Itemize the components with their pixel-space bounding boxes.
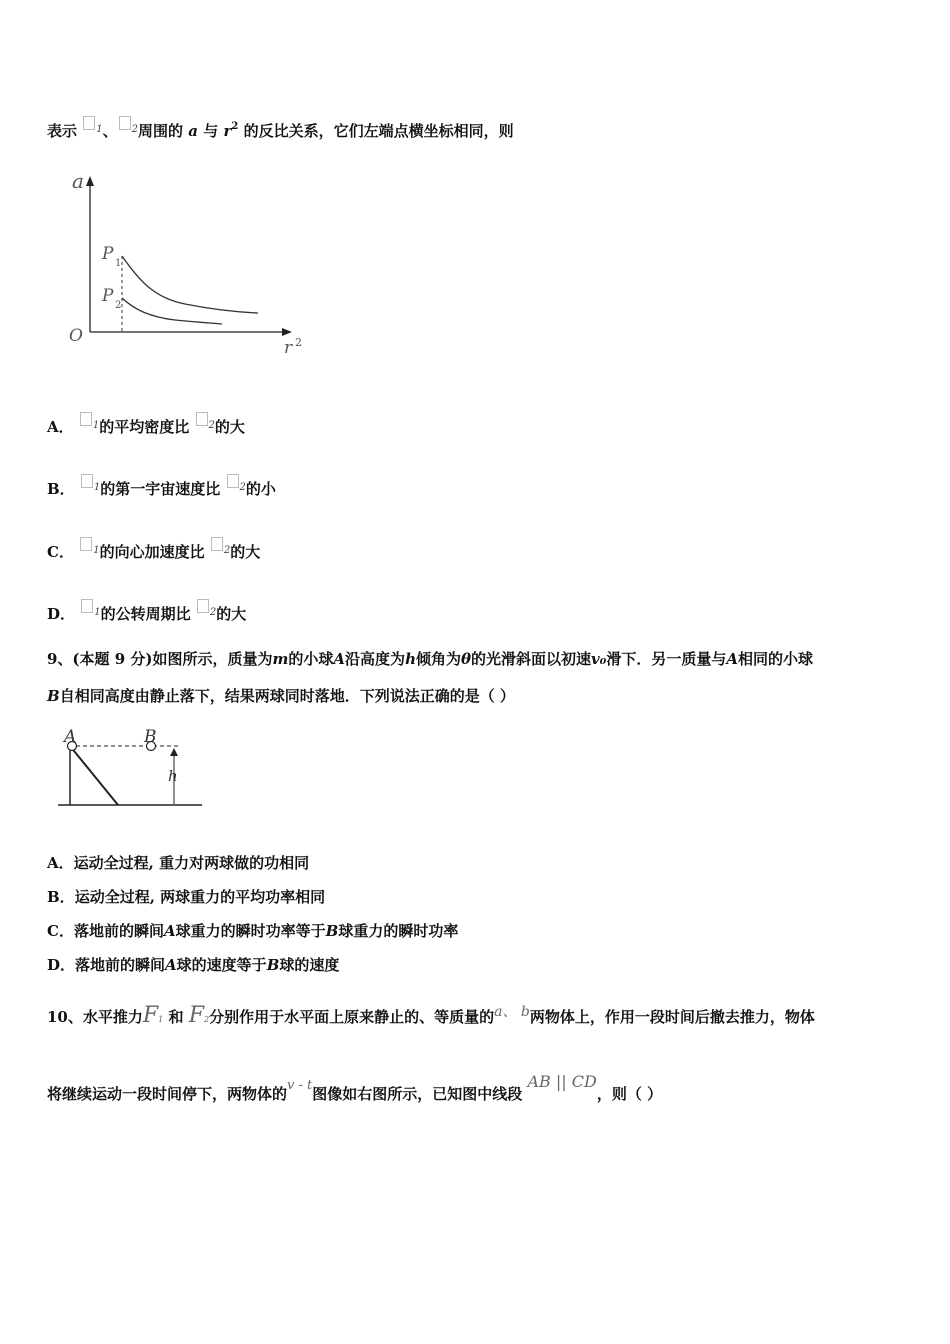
x-axis-label-sup: 2 <box>295 336 302 349</box>
q9-option-b[interactable] <box>47 887 325 907</box>
missing-image-icon <box>197 599 209 613</box>
intro-text-2: 周围的 <box>138 122 184 140</box>
var-F2: F <box>188 1003 204 1028</box>
intro-line <box>47 116 514 141</box>
q9-text: 沿高度为 <box>345 650 406 668</box>
q9-line-2 <box>47 686 515 706</box>
height-arrow-head <box>170 748 178 756</box>
missing-image-icon <box>211 537 223 551</box>
var-r: r <box>223 122 232 140</box>
var-B: B <box>325 922 339 940</box>
intro-sep: 、 <box>102 122 118 140</box>
option-text-2: 的大 <box>214 418 245 436</box>
missing-image-icon <box>80 537 92 551</box>
q9-text: 9、(本题 9 分)如图所示，质量为 <box>47 650 273 668</box>
q10-text: 两物体上，作用一段时间后撤去推力，物体 <box>529 1008 815 1026</box>
option-letter: C． <box>47 543 74 561</box>
option-text: 球重力的瞬时功率等于 <box>175 922 326 940</box>
intro-text-3: 与 <box>203 122 219 140</box>
y-axis-label: a <box>72 170 84 193</box>
var-A: A <box>163 922 176 940</box>
q8-option-d[interactable] <box>47 599 246 624</box>
option-letter: B． <box>47 888 75 906</box>
option-text: 运动全过程, 两球重力的平均功率相同 <box>74 888 326 906</box>
q9-text: 相同的小球 <box>737 650 813 668</box>
x-axis-label: r <box>284 338 293 358</box>
slope-incline <box>70 746 118 805</box>
curve-p2 <box>122 298 222 324</box>
q9-text: 滑下．另一质量与 <box>606 650 727 668</box>
option-text: 落地前的瞬间 <box>73 922 164 940</box>
graph-a-vs-r2 <box>60 170 310 360</box>
label-a: A <box>64 727 77 747</box>
q9-text: 的小球 <box>288 650 334 668</box>
var-v0: v₀ <box>591 650 607 668</box>
q9-option-d[interactable] <box>47 955 339 975</box>
q9-text: 倾角为 <box>415 650 461 668</box>
missing-image-icon <box>227 474 239 488</box>
q10-text: 和 <box>168 1008 184 1026</box>
var-F1-sub: 1 <box>158 1015 164 1024</box>
q9-figure <box>58 726 208 812</box>
q10-line-1 <box>47 1002 815 1030</box>
curve-p1 <box>122 256 258 313</box>
option-letter: D． <box>47 605 76 623</box>
option-text: 运动全过程, 重力对两球做的功相同 <box>73 854 310 872</box>
q8-option-a[interactable] <box>47 412 245 437</box>
p2-label: P <box>102 286 114 306</box>
option-sub-1: 1 <box>93 545 100 556</box>
q10-text: 分别作用于水平面上原来静止的、等质量的 <box>209 1008 495 1026</box>
origin-label: O <box>69 326 83 346</box>
var-A: A <box>165 956 177 974</box>
y-axis-arrow <box>86 176 94 186</box>
option-text: 球的速度 <box>279 956 340 974</box>
option-sub-1: 1 <box>94 607 101 618</box>
option-text-1: 的平均密度比 <box>99 418 190 436</box>
missing-image-icon <box>196 412 208 426</box>
option-letter: A． <box>47 418 74 436</box>
option-sub-2: 2 <box>223 545 231 556</box>
var-A: A <box>726 650 738 668</box>
option-text: 球重力的瞬时功率 <box>338 922 459 940</box>
q9-option-a[interactable] <box>47 853 309 873</box>
var-vt: v - t <box>287 1078 313 1093</box>
q9-option-c[interactable] <box>47 921 458 941</box>
missing-image-icon <box>83 116 95 130</box>
option-letter: A． <box>47 854 74 872</box>
label-h: h <box>168 767 178 785</box>
var-F1: F <box>142 1003 159 1028</box>
var-r-sup: 2 <box>231 121 239 132</box>
label-b: B <box>144 727 157 747</box>
p2-sub: 2 <box>115 300 122 311</box>
q8-option-b[interactable] <box>47 474 276 499</box>
option-text-2: 的小 <box>245 480 276 498</box>
p1-label: P <box>102 244 114 264</box>
missing-image-icon <box>80 412 92 426</box>
option-text: 球的速度等于 <box>176 956 267 974</box>
var-a: a <box>188 122 198 140</box>
var-B: B <box>47 687 60 705</box>
option-letter: D． <box>47 956 76 974</box>
intro-sub-2: 2 <box>131 124 139 135</box>
option-sub-2: 2 <box>208 420 215 431</box>
q10-line-2 <box>47 1072 662 1104</box>
option-text: 落地前的瞬间 <box>75 956 166 974</box>
intro-sub-1: 1 <box>96 124 103 135</box>
option-sub-1: 1 <box>92 420 100 431</box>
q10-text: 10、水平推力 <box>47 1008 143 1026</box>
q10-text: 图像如右图所示，已知图中线段 <box>312 1085 523 1103</box>
q8-option-c[interactable] <box>47 537 260 562</box>
intro-text-1: 表示 <box>47 122 78 140</box>
option-letter: C． <box>47 922 74 940</box>
var-theta: θ <box>460 650 471 668</box>
q9-text: 的光滑斜面以初速 <box>471 650 592 668</box>
option-sub-2: 2 <box>239 482 246 493</box>
var-h: h <box>405 650 416 668</box>
var-A: A <box>333 650 346 668</box>
var-m: m <box>272 650 289 668</box>
option-text-1: 的公转周期比 <box>100 605 191 623</box>
intro-text-4: 的反比关系，它们左端点横坐标相同，则 <box>243 122 514 140</box>
option-text-2: 的大 <box>230 543 261 561</box>
missing-image-icon <box>81 474 93 488</box>
var-ab: a、 b <box>494 1004 530 1020</box>
q10-text: ，则（ ） <box>596 1085 663 1103</box>
missing-image-icon <box>119 116 131 130</box>
var-B: B <box>266 956 280 974</box>
option-sub-1: 1 <box>93 482 101 493</box>
q9-text: 自相同高度由静止落下，结果两球同时落地．下列说法正确的是（ ） <box>59 687 515 705</box>
x-axis-arrow <box>282 328 292 336</box>
q10-text: 将继续运动一段时间停下，两物体的 <box>47 1085 288 1103</box>
var-F2-sub: 2 <box>203 1015 210 1024</box>
q9-line-1 <box>47 649 813 669</box>
option-text-2: 的大 <box>216 605 247 623</box>
option-sub-2: 2 <box>209 607 217 618</box>
missing-image-icon <box>81 599 93 613</box>
option-text-1: 的第一宇宙速度比 <box>100 480 221 498</box>
var-ab-parallel-cd: AB || CD <box>527 1072 597 1091</box>
p1-sub: 1 <box>115 258 122 269</box>
option-text-1: 的向心加速度比 <box>99 543 205 561</box>
option-letter: B． <box>47 480 75 498</box>
